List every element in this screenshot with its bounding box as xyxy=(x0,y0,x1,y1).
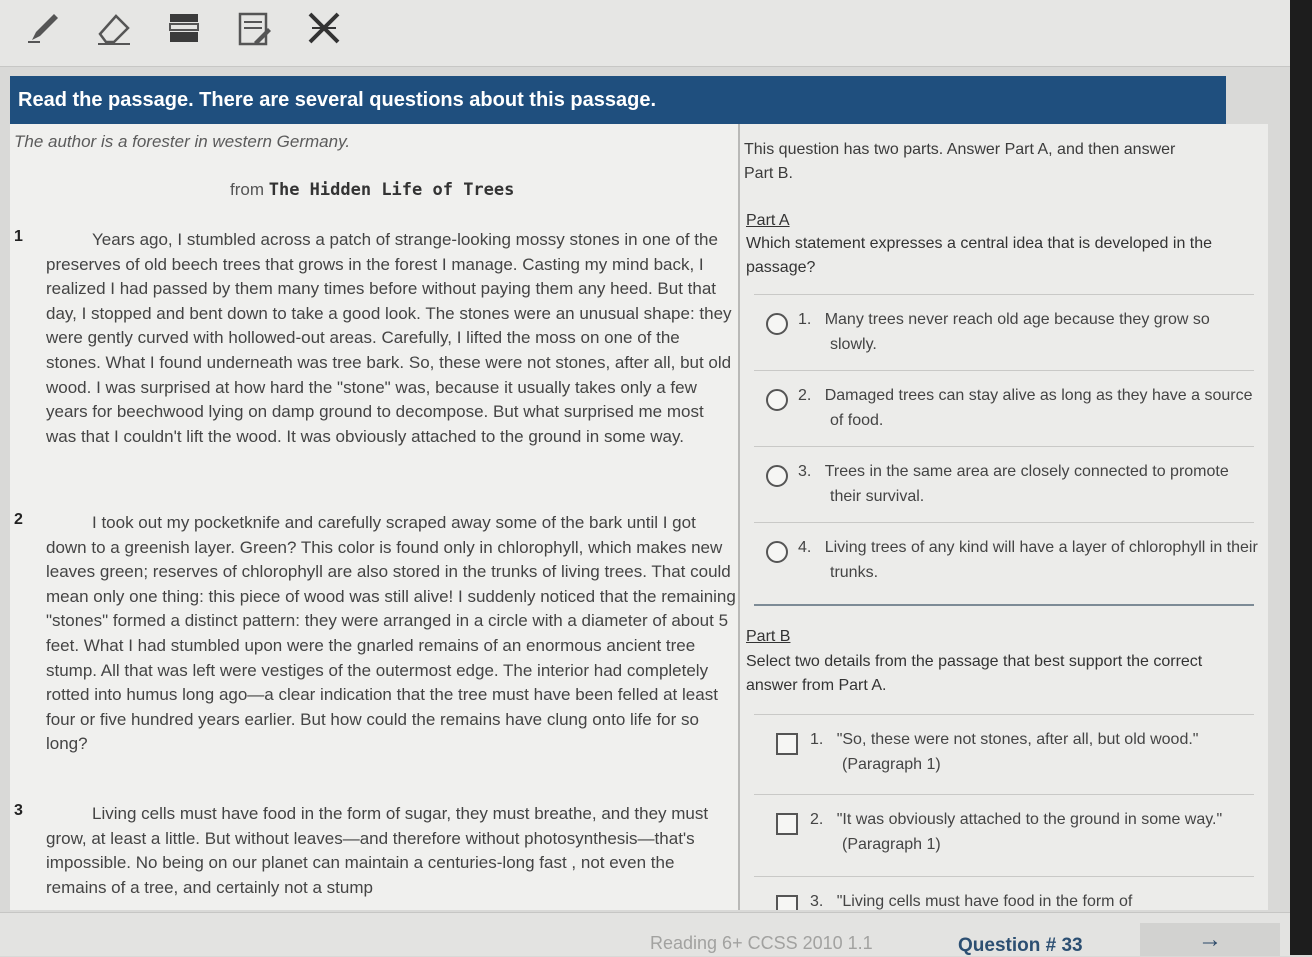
paragraph-text: Living cells must have food in the form of sugar, they must breathe, and they must grow, at least a little. But without leaves—and therefore without photosynthesis—that's impossible. No being on our planet can maintain a centuries-long fast , not even the remains of a tree, and certainly not a stump xyxy=(46,804,709,897)
part-b-choice-2[interactable] xyxy=(754,794,1254,869)
answer-eliminator-icon[interactable] xyxy=(298,6,350,50)
eraser-icon[interactable] xyxy=(88,6,140,50)
passage-source xyxy=(230,180,514,200)
part-a-stem: Which statement expresses a central idea that is developed in the passage? xyxy=(746,235,1213,276)
choice-text: 2. Damaged trees can stay alive as long as they have a source of food. xyxy=(798,387,1253,429)
passage-intro: The author is a forester in western Germany. xyxy=(14,132,351,151)
question-number: Question # 33 xyxy=(958,935,1083,956)
banner-text: Read the passage. There are several questions about this passage. xyxy=(18,88,657,111)
radio-button[interactable] xyxy=(766,465,788,487)
source-title: The Hidden Life of Trees xyxy=(268,180,515,200)
part-a-choice-2[interactable] xyxy=(754,370,1254,445)
part-a-label: Part A xyxy=(746,212,790,229)
next-button[interactable] xyxy=(1140,923,1280,956)
screen-edge xyxy=(1290,0,1312,955)
bottom-navigation-bar xyxy=(0,912,1290,956)
part-b-choice-3[interactable] xyxy=(754,876,1254,910)
paragraph-number: 2 xyxy=(14,511,23,528)
paragraph-text: I took out my pocketknife and carefully scraped away some of the bark until I got down to a greenish layer. Green? This color is found only in chlorophyll, which makes new leaves green; reserves of chlorophyll are also stored in the trunks of living trees. That could mean only one thing: this piece of wood was still alive! I suddenly noticed that the remaining "stones" formed a distinct pattern: they were arranged in a circle with a diameter of about 5 feet. What I had stumbled upon were the gnarled remains of an enormous ancient tree stump. All that was left were vestiges of the outermost edge. The interior had completely rotted into humus long ago—a clear indication that the tree must have been felled at least four or five hundred years earlier. But how could the remains have clung onto life for so long? xyxy=(46,513,736,754)
choice-text: 1. "So, these were not stones, after all, but old wood." (Paragraph 1) xyxy=(810,731,1199,773)
radio-button[interactable] xyxy=(766,541,788,563)
checkbox[interactable] xyxy=(776,733,798,755)
part-a-choice-1[interactable] xyxy=(754,294,1254,369)
choice-text: 1. Many trees never reach old age because they grow so slowly. xyxy=(798,311,1210,353)
checkbox[interactable] xyxy=(776,895,798,910)
part-separator xyxy=(754,604,1254,606)
radio-button[interactable] xyxy=(766,313,788,335)
paragraph-text: Years ago, I stumbled across a patch of strange-looking mossy stones in one of the preserves of old beech trees that grows in the forest I manage. Casting my mind back, I realized I had passed by them many times before without paying them any heed. But that day, I stopped and bent down to take a good look. The stones were an unusual shape: they were gently curved with hollowed-out areas. Carefully, I lifted the moss on one of the stones. What I found underneath was tree bark. So, these were not stones, after all, but old wood. I was surprised at how hard the "stone" was, because it usually takes only a few years for beechwood lying on damp ground to decompose. But what surprised me most was that I couldn't lift the wood. It was obviously attached to the ground in some way. xyxy=(46,230,732,446)
toolbar xyxy=(0,0,1290,67)
test-breadcrumb: Reading 6+ CCSS 2010 1.1 xyxy=(650,933,873,953)
choice-text: 3. Trees in the same area are closely connected to promote their survival. xyxy=(798,463,1229,505)
notepad-icon[interactable] xyxy=(228,6,280,50)
question-instructions: This question has two parts. Answer Part A, and then answer Part B. xyxy=(744,141,1176,182)
question-panel[interactable] xyxy=(740,124,1268,910)
radio-button[interactable] xyxy=(766,389,788,411)
passage-panel[interactable] xyxy=(10,124,738,910)
paragraph-number: 3 xyxy=(14,802,23,819)
pencil-icon[interactable] xyxy=(18,6,70,50)
line-reader-icon[interactable] xyxy=(158,6,210,50)
arrow-right-icon: → xyxy=(1198,925,1222,953)
instruction-banner xyxy=(10,76,1226,124)
part-b-choice-1[interactable] xyxy=(754,714,1254,789)
part-a-choice-4[interactable] xyxy=(754,522,1258,597)
part-b-stem: Select two details from the passage that best support the correct answer from Part A. xyxy=(746,653,1203,694)
part-b-label: Part B xyxy=(746,628,791,645)
part-a-choice-3[interactable] xyxy=(754,446,1254,521)
paragraph-number: 1 xyxy=(14,228,23,245)
source-prefix: from xyxy=(230,180,269,199)
choice-text: 2. "It was obviously attached to the ground in some way." (Paragraph 1) xyxy=(810,811,1223,853)
choice-text: 4. Living trees of any kind will have a layer of chlorophyll in their trunks. xyxy=(798,539,1258,581)
checkbox[interactable] xyxy=(776,813,798,835)
choice-text: 3. "Living cells must have food in the form of xyxy=(810,893,1133,910)
